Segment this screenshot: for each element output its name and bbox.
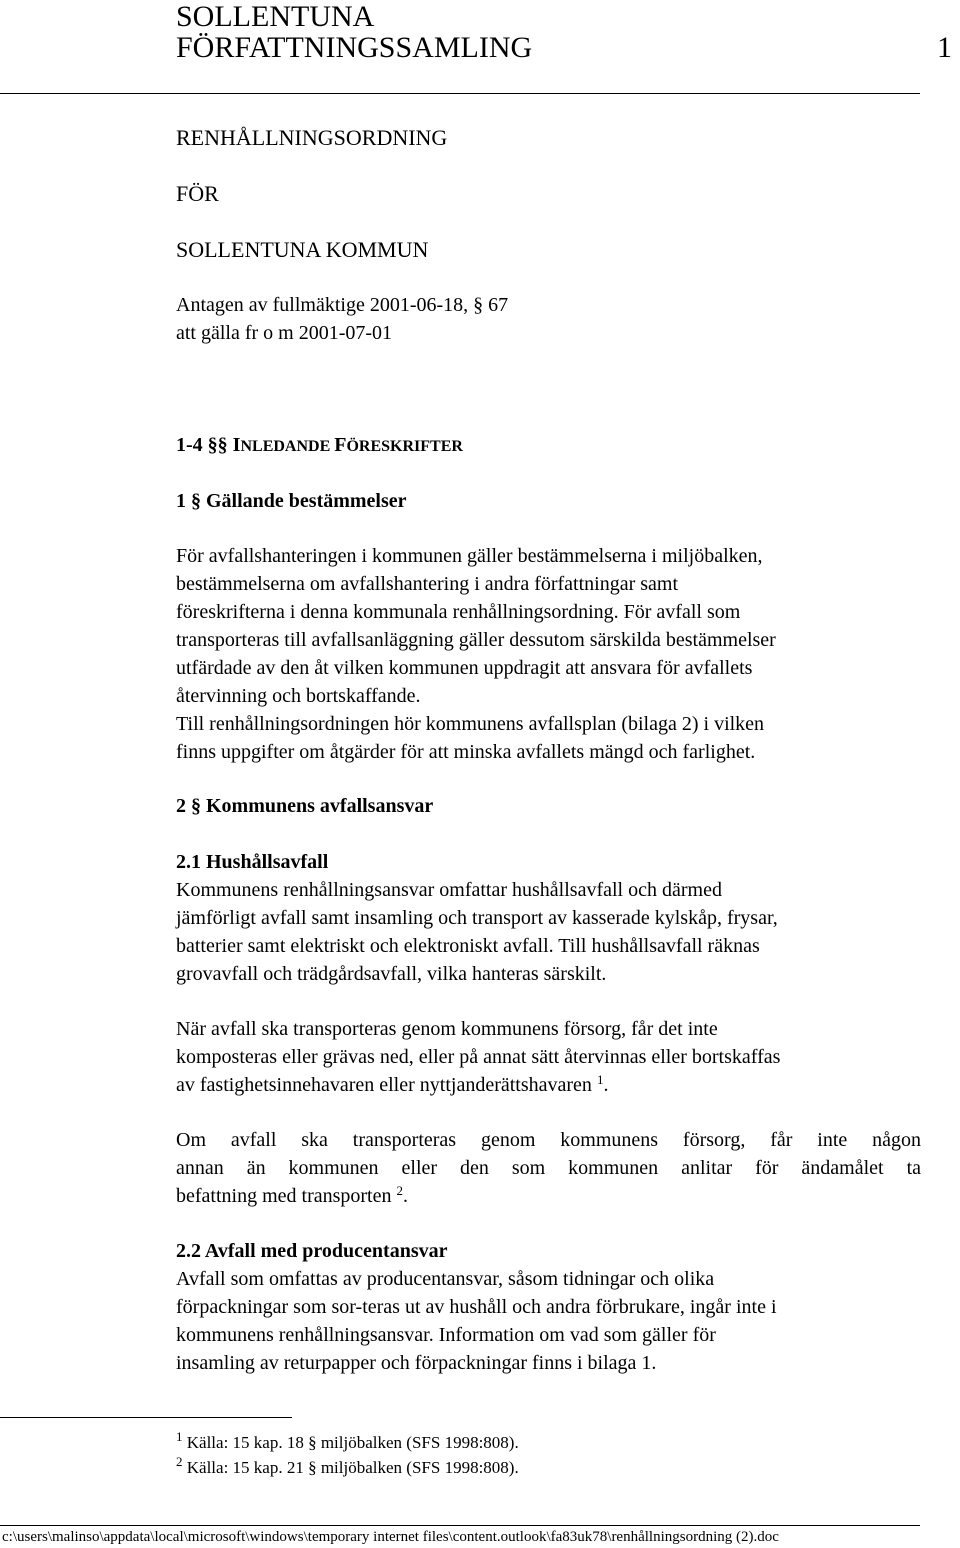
section-1-paragraph — [176, 542, 921, 766]
section-heading-2-2: 2.2 Avfall med producentansvar — [176, 1240, 448, 1262]
footnote-2: $^2$ Källa: 15 kap. 21 § miljöbalken (SFS 1998:808). — [176, 1454, 519, 1477]
text-line: kommunens renhållningsansvar. Information om vad som gäller för — [176, 1324, 716, 1346]
text-line: av fastighetsinnehavaren eller nyttjanderättshavaren $^1$. — [176, 1072, 609, 1096]
text-line: annan än kommunen eller den som kommunen anlitar för ändamålet ta — [176, 1157, 921, 1179]
header-title-line1: SOLLENTUNA — [176, 0, 375, 33]
adoption-line2: att gälla fr o m 2001-07-01 — [176, 322, 393, 344]
header-divider — [0, 93, 920, 94]
section-2-1-paragraph-1 — [176, 876, 921, 988]
text-line: återvinning och bortskaffande. — [176, 685, 421, 707]
text-line: förpackningar som sor-teras ut av hushåll och andra förbrukare, ingår inte i — [176, 1296, 777, 1318]
text-line: Kommunens renhållningsansvar omfattar hushållsavfall och därmed — [176, 879, 722, 901]
section-heading-2: 2 § Kommunens avfallsansvar — [176, 795, 434, 817]
document-title-line1: RENHÅLLNINGSORDNING — [176, 125, 448, 150]
text-line: batterier samt elektriskt och elektroniskt avfall. Till hushållsavfall räknas — [176, 935, 760, 957]
text-line: befattning med transporten $^2$. — [176, 1183, 408, 1207]
section-heading-1: 1 § Gällande bestämmelser — [176, 490, 407, 512]
section-2-1-paragraph-3 — [176, 1126, 921, 1210]
header-title-line2: FÖRFATTNINGSSAMLING — [176, 31, 533, 64]
document-title-line3: SOLLENTUNA KOMMUN — [176, 237, 429, 262]
footnote-1: $^1$ Källa: 15 kap. 18 § miljöbalken (SFS 1998:808). — [176, 1429, 519, 1452]
document-title-line2: FÖR — [176, 181, 219, 206]
footnote-ref: 1 — [596, 1072, 604, 1087]
footnote-separator — [0, 1417, 292, 1418]
text-line: bestämmelserna om avfallshantering i andra författningar samt — [176, 573, 679, 595]
section-2-1-paragraph-2 — [176, 1015, 921, 1099]
text-line: När avfall ska transporteras genom kommunens försorg, får det inte — [176, 1018, 718, 1040]
section-intro-prefix: 1-4 §§ — [176, 434, 233, 456]
text-line: jämförligt avfall samt insamling och transport av kasserade kylskåp, frysar, — [176, 907, 778, 929]
text-line: Om avfall ska transporteras genom kommunens försorg, får inte någon — [176, 1129, 921, 1151]
text-line: utfärdade av den åt vilken kommunen uppdragit att ansvara för avfallets — [176, 657, 753, 679]
section-2-2-paragraph — [176, 1265, 921, 1377]
text-line: finns uppgifter om åtgärder för att minska avfallets mängd och farlighet. — [176, 741, 756, 763]
section-heading-intro: 1-4 §§ INLEDANDE FÖRESKRIFTER — [176, 434, 463, 456]
section-heading-2-1: 2.1 Hushållsavfall — [176, 851, 329, 873]
page-number: 1 — [937, 31, 952, 64]
text-line: insamling av returpapper och förpackningar finns i bilaga 1. — [176, 1352, 657, 1374]
text-line: För avfallshanteringen i kommunen gäller bestämmelserna i miljöbalken, — [176, 545, 763, 567]
text-line: komposteras eller grävas ned, eller på annat sätt återvinnas eller bortskaffas — [176, 1046, 781, 1068]
footer-file-path: c:\users\malinso\appdata\local\microsoft\windows\temporary internet files\content.outlook\fa83uk78\renhållningsordning (2).doc — [2, 1529, 779, 1545]
text-line: Avfall som omfattas av producentansvar, såsom tidningar och olika — [176, 1268, 715, 1290]
adoption-line1: Antagen av fullmäktige 2001-06-18, § 67 — [176, 294, 509, 316]
text-line: transporteras till avfallsanläggning gäller dessutom särskilda bestämmelser — [176, 629, 776, 651]
footer-divider — [0, 1525, 920, 1526]
footnote-ref: 2 — [396, 1183, 403, 1198]
text-line: Till renhållningsordningen hör kommunens avfallsplan (bilaga 2) i vilken — [176, 713, 765, 735]
text-line: grovavfall och trädgårdsavfall, vilka hanteras särskilt. — [176, 963, 607, 985]
text-line: föreskrifterna i denna kommunala renhållningsordning. För avfall som — [176, 601, 741, 623]
